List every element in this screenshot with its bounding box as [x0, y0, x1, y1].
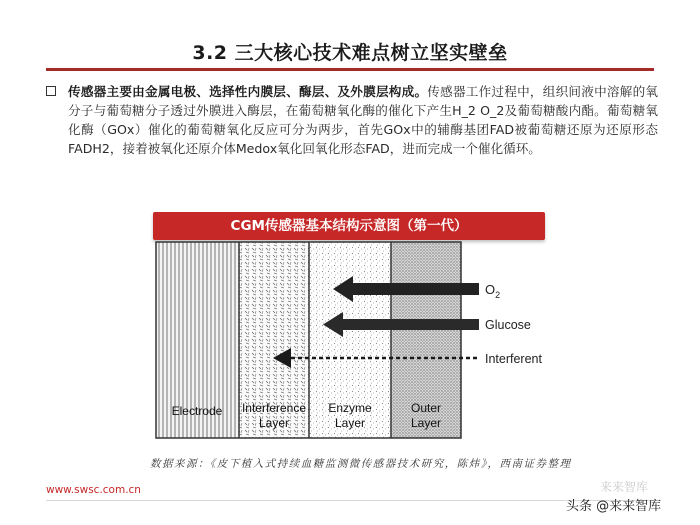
bullet-paragraph [46, 82, 658, 158]
slide-title: 3.2 三大核心技术难点树立坚实壁垒 [192, 42, 508, 64]
footer-url-link[interactable]: www.swsc.com.cn [46, 484, 141, 496]
outer-label-line2: Layer [410, 416, 442, 430]
electrode-label: Electrode [171, 404, 223, 418]
slide-title-container [0, 38, 700, 65]
enzyme-label-line2: Layer [334, 416, 366, 430]
interference-label-line1: Interference [241, 401, 307, 415]
cgm-sensor-diagram [153, 212, 545, 442]
footer-divider [46, 500, 654, 501]
bullet-text [46, 82, 658, 158]
interference-label-line2: Layer [258, 416, 290, 430]
watermark-main: 头条 @来来智库 [566, 499, 662, 514]
outer-label-line1: Outer [410, 401, 442, 415]
bullet-body-text: 传感器工作过程中，组织间液中溶解的氧分子与葡萄糖分子透过外膜进入酶层，在葡萄糖氧化酶的催化下产生H_2 O_2及葡萄糖酸内酯。葡萄糖氧化酶（GOx）催化的葡萄糖氧化反应可分为两步，首先GOx中的辅酶基团FAD被葡萄糖还原为还原形态FADH2，接着被氧化还原介体Medox氧化回氧化形态FAD，进而完成一个催化循环。 [68, 84, 659, 156]
title-underline [46, 68, 654, 71]
enzyme-label-line1: Enzyme [328, 401, 372, 415]
watermark-faded: 来来智库 [600, 480, 649, 494]
sensor-structure-svg [153, 240, 545, 442]
bullet-lead-text: 传感器主要由金属电极、选择性内膜层、酶层、及外膜层构成。 [68, 84, 428, 99]
o2-label: $O_2$ [485, 282, 501, 300]
figure-source-note: 数据来源：《皮下植入式持续血糖监测微传感器技术研究，陈炜》，西南证券整理 [150, 458, 572, 470]
interferent-label: Interferent [485, 352, 542, 366]
glucose-label: Glucose [485, 318, 531, 332]
square-bullet-icon [46, 86, 56, 96]
diagram-title-banner: CGM传感器基本结构示意图（第一代） [153, 212, 545, 240]
